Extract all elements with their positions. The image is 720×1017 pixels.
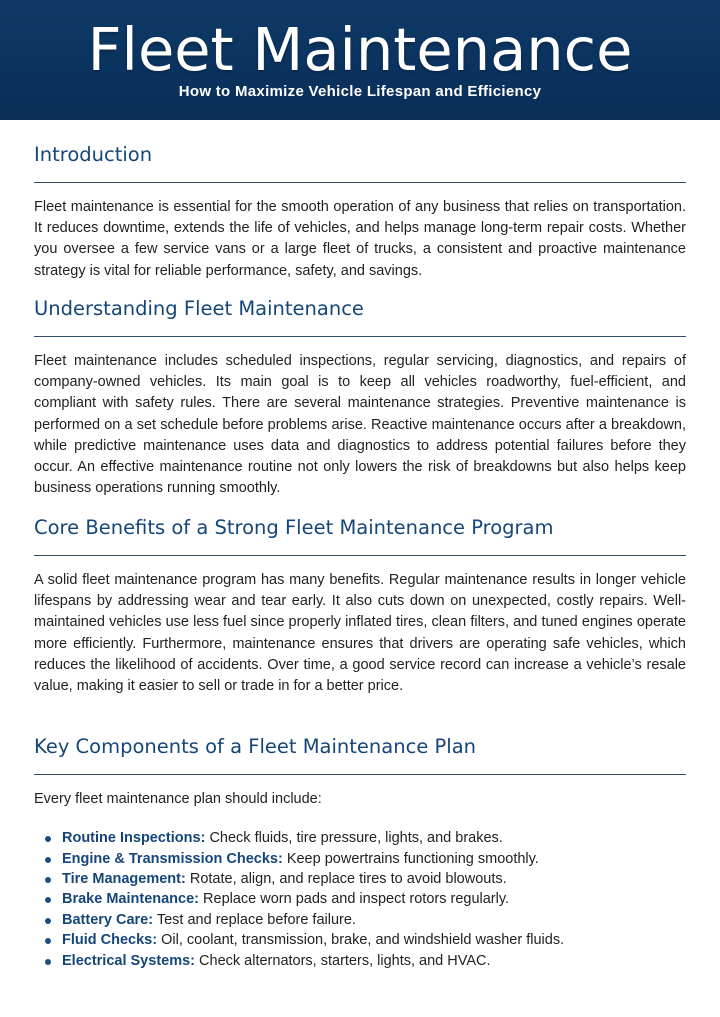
list-item: [34, 849, 686, 869]
list-item-description: Replace worn pads and inspect rotors regularly.: [199, 891, 510, 908]
list-item-term: Electrical Systems: [62, 952, 191, 969]
section-body: Fleet maintenance is essential for the smooth operation of any business that relies on transportation. It reduces downtime, extends the life of vehicles, and helps manage long-term repair costs. Whether you oversee a few service vans or a large fleet of trucks, a consistent and proactive maintenance strategy is vital for reliable performance, safety, and savings.: [34, 199, 686, 279]
section-understanding: [34, 296, 686, 499]
list-item-description: Oil, coolant, transmission, brake, and windshield washer fluids.: [157, 932, 565, 949]
list-item-separator: :: [152, 932, 158, 949]
list-item-description: Test and replace before failure.: [153, 911, 356, 928]
bullet-icon: [45, 857, 51, 863]
bullet-icon: [45, 938, 51, 944]
list-item-term: Battery Care: [62, 911, 149, 928]
section-body: A solid fleet maintenance program has many benefits. Regular maintenance results in longer vehicle lifespans by addressing wear and tear early. It also cuts down on unexpected, costly repairs. Well-maintained vehicles use less fuel since properly inflated tires, clean filters, and tuned engines operate more efficiently. Furthermore, maintenance ensures that drivers are operating safe vehicles, which reduces the likelihood of accidents. Over time, a good service record can increase a vehicle’s resale value, making it easier to sell or trade in for a better price.: [34, 572, 686, 695]
list-item-separator: :: [148, 911, 154, 928]
list-item: [34, 869, 686, 889]
list-item: [34, 930, 686, 950]
section-core-benefits: [34, 515, 686, 697]
list-item: [34, 910, 686, 930]
list-item-description: Keep powertrains functioning smoothly.: [282, 850, 539, 867]
bullet-icon: [45, 877, 51, 883]
list-item-term: Tire Management: [62, 871, 181, 888]
list-item: [34, 951, 686, 971]
section-heading: Understanding Fleet Maintenance: [34, 296, 686, 337]
list-item-separator: :: [181, 871, 186, 888]
list-item: [34, 889, 686, 909]
list-item-term: Engine & Transmission Checks:: [62, 850, 283, 867]
list-item-description: Check fluids, tire pressure, lights, and brakes.: [205, 830, 503, 847]
page-title: Fleet Maintenance: [87, 15, 633, 84]
page-header: [0, 0, 720, 120]
section-key-components: [34, 734, 686, 971]
bullet-icon: [45, 897, 51, 903]
components-list: [34, 828, 686, 971]
list-item-description: Check alternators, starters, lights, and HVAC.: [195, 952, 491, 969]
list-item-term: Brake Maintenance: [62, 891, 195, 908]
section-body: Every fleet maintenance plan should include:: [34, 791, 322, 807]
section-heading: Key Components of a Fleet Maintenance Plan: [34, 734, 686, 775]
bullet-icon: [45, 918, 51, 924]
list-item-separator: :: [200, 830, 206, 847]
list-item-term: Fluid Checks: [62, 932, 153, 949]
list-item-term: Routine Inspections: [62, 830, 201, 847]
page-subtitle: How to Maximize Vehicle Lifespan and Efficiency: [178, 83, 542, 100]
section-heading: Core Benefits of a Strong Fleet Maintenance Program: [34, 515, 686, 556]
section-heading: Introduction: [34, 142, 686, 183]
list-item-separator: :: [190, 952, 196, 969]
bullet-icon: [45, 959, 51, 965]
list-item: [34, 828, 686, 848]
section-introduction: [34, 142, 686, 282]
list-item-description: Rotate, align, and replace tires to avoid blowouts.: [185, 871, 507, 888]
list-item-separator: :: [194, 891, 200, 908]
bullet-icon: [45, 836, 51, 842]
section-body: Fleet maintenance includes scheduled inspections, regular servicing, diagnostics, and repairs of company-owned vehicles. Its main goal is to keep all vehicles roadworthy, fuel-efficient, and compliant with safety rules. There are several maintenance strategies. Preventive maintenance is performed on a set schedule before problems arise. Reactive maintenance occurs after a breakdown, while predictive maintenance uses data and diagnostics to address potential failures before they occur. An effective maintenance routine not only lowers the risk of breakdowns but also helps keep business operations running smoothly.: [34, 353, 686, 497]
